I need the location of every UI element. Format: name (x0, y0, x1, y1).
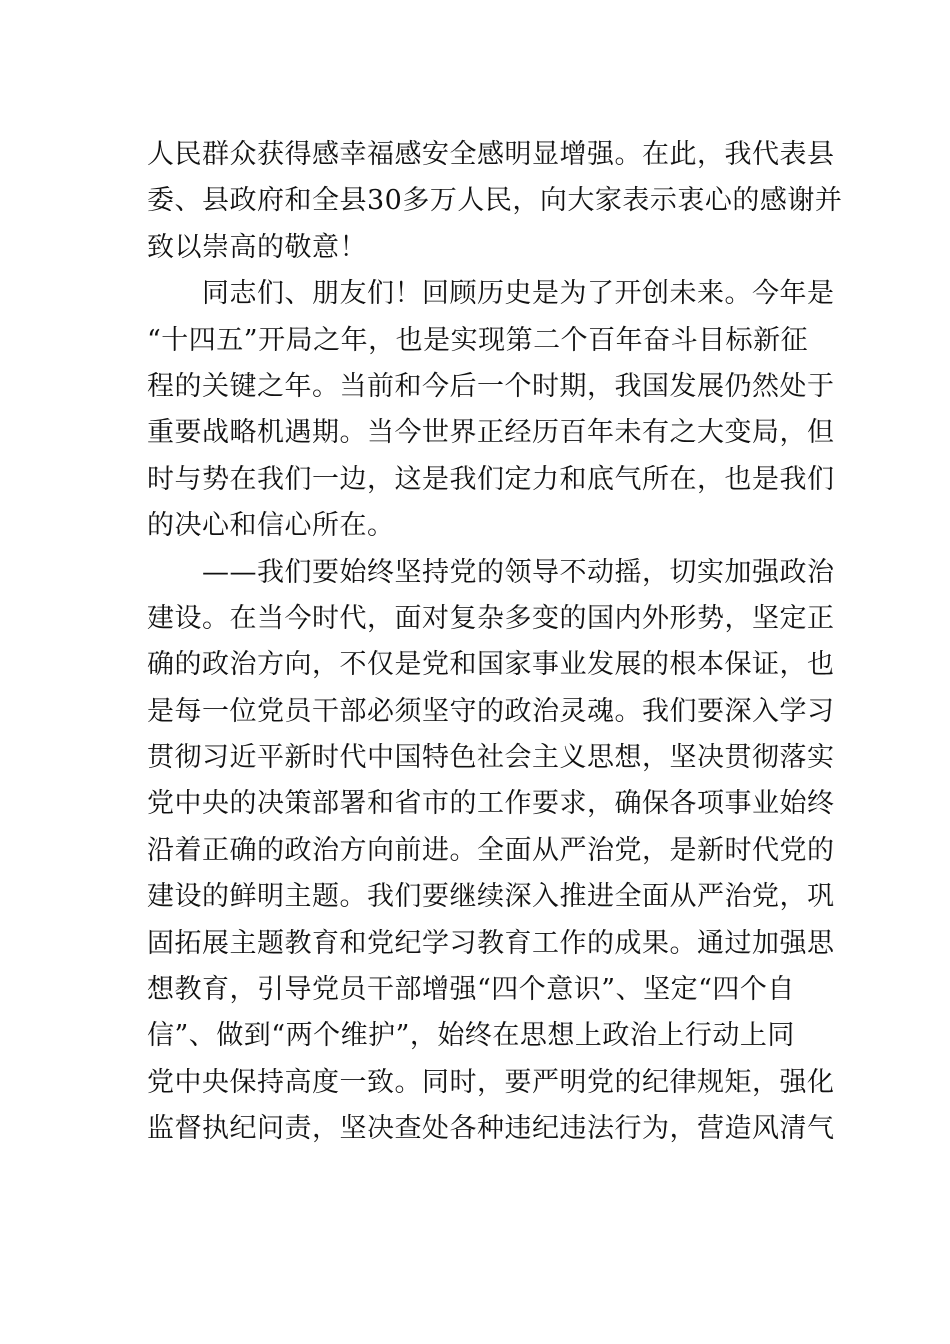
text-line: 信”、做到“两个维护”，始终在思想上政治上行动上同 (147, 1020, 795, 1052)
text-line: 党中央的决策部署和省市的工作要求，确保各项事业始终 (147, 788, 835, 820)
text-line: 重要战略机遇期。当今世界正经历百年未有之大变局，但 (147, 417, 835, 449)
text-line: 沿着正确的政治方向前进。全面从严治党，是新时代党的 (147, 834, 835, 866)
text-line: 的决心和信心所在。 (147, 510, 395, 542)
text-line: 建设的鲜明主题。我们要继续深入推进全面从严治党，巩 (147, 881, 835, 913)
text-line: 致以崇高的敬意！ (147, 231, 367, 263)
document-body (147, 132, 843, 1153)
text-line: 贯彻习近平新时代中国特色社会主义思想，坚决贯彻落实 (147, 742, 835, 774)
text-line: 同志们、朋友们！回顾历史是为了开创未来。今年是 (202, 278, 835, 310)
text-line: 监督执纪问责，坚决查处各种违纪违法行为，营造风清气 (147, 1113, 835, 1145)
text-line: 是每一位党员干部必须坚守的政治灵魂。我们要深入学习 (147, 695, 835, 727)
text-line: 固拓展主题教育和党纪学习教育工作的成果。通过加强思 (147, 927, 835, 959)
text-line: ——我们要始终坚持党的领导不动摇，切实加强政治 (202, 556, 835, 588)
text-line: 程的关键之年。当前和今后一个时期，我国发展仍然处于 (147, 370, 835, 402)
text-line: 时与势在我们一边，这是我们定力和底气所在，也是我们 (147, 463, 835, 495)
text-line: 人民群众获得感幸福感安全感明显增强。在此，我代表县 (147, 139, 835, 170)
text-line: 想教育，引导党员干部增强“四个意识”、坚定“四个自 (147, 974, 795, 1006)
text-line: 党中央保持高度一致。同时，要严明党的纪律规矩，强化 (147, 1066, 835, 1098)
text-line: “十四五”开局之年，也是实现第二个百年奋斗目标新征 (147, 324, 809, 356)
text-line: 委、县政府和全县30多万人民，向大家表示衷心的感谢并 (147, 185, 843, 217)
text-line: 确的政治方向，不仅是党和国家事业发展的根本保证，也 (147, 649, 835, 681)
text-line: 建设。在当今时代，面对复杂多变的国内外形势，坚定正 (147, 602, 835, 634)
